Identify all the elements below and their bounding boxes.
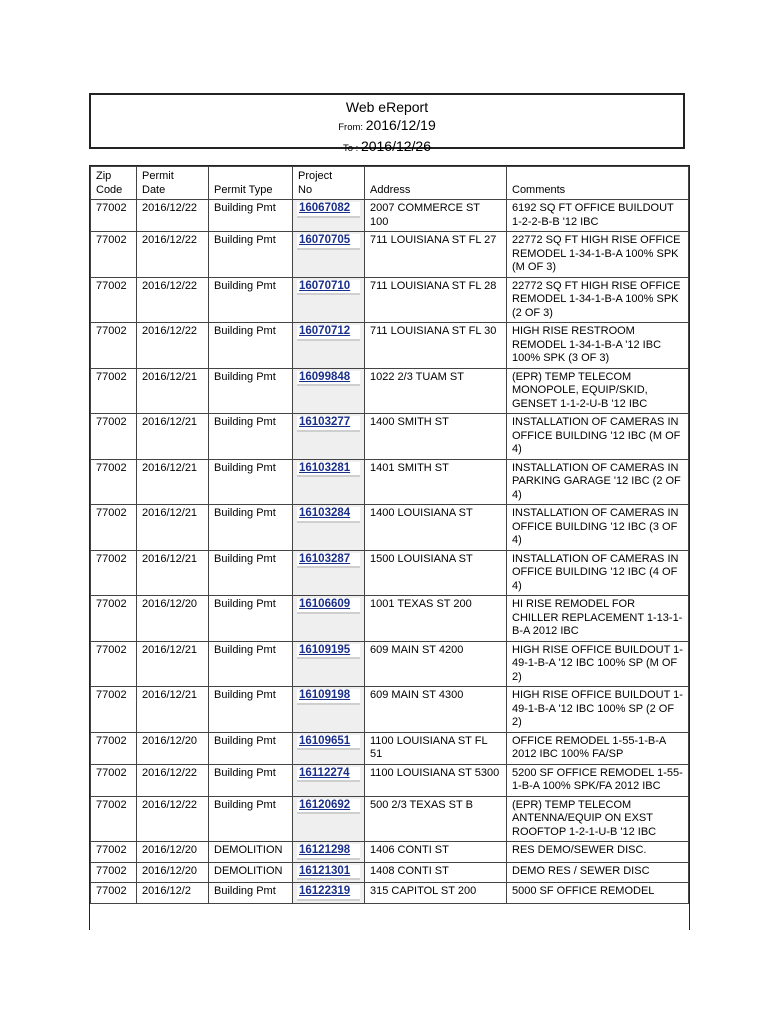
project-no-cell	[293, 796, 365, 842]
permit-type-cell: DEMOLITION	[209, 842, 293, 863]
comments-cell: (EPR) TEMP TELECOM MONOPOLE, EQUIP/SKID, GENSET 1-1-2-U-B '12 IBC	[507, 368, 689, 414]
permit-type-cell: Building Pmt	[209, 550, 293, 596]
project-no-cell	[293, 687, 365, 733]
comments-cell: 5000 SF OFFICE REMODEL	[507, 883, 689, 904]
zip-cell: 77002	[91, 550, 137, 596]
permit-date-cell: 2016/12/22	[137, 764, 209, 796]
zip-cell: 77002	[91, 596, 137, 642]
permit-date-cell: 2016/12/20	[137, 842, 209, 863]
project-no-cell	[293, 842, 365, 863]
zip-cell: 77002	[91, 764, 137, 796]
col-header-address: Address	[365, 167, 507, 200]
to-line	[91, 137, 683, 158]
comments-cell: 22772 SQ FT HIGH RISE OFFICE REMODEL 1-34-1-B-A 100% SPK (M OF 3)	[507, 232, 689, 278]
project-no-link[interactable]: 16109195	[297, 644, 360, 660]
zip-cell: 77002	[91, 232, 137, 278]
permit-type-cell: Building Pmt	[209, 277, 293, 323]
table-row	[91, 596, 689, 642]
zip-cell: 77002	[91, 505, 137, 551]
zip-cell: 77002	[91, 687, 137, 733]
project-no-link[interactable]: 16112274	[297, 767, 360, 783]
table-row	[91, 323, 689, 369]
project-no-cell	[293, 596, 365, 642]
permit-type-cell: Building Pmt	[209, 641, 293, 687]
zip-cell: 77002	[91, 368, 137, 414]
project-no-cell	[293, 323, 365, 369]
project-no-link[interactable]: 16109198	[297, 689, 360, 705]
project-no-cell	[293, 641, 365, 687]
from-label: From:	[338, 122, 364, 133]
zip-cell: 77002	[91, 414, 137, 460]
permit-date-cell: 2016/12/22	[137, 200, 209, 232]
permit-date-cell: 2016/12/21	[137, 687, 209, 733]
permit-table-wrapper	[89, 165, 690, 930]
project-no-cell	[293, 277, 365, 323]
project-no-link[interactable]: 16120692	[297, 799, 360, 815]
col-header-permit-type: Permit Type	[209, 167, 293, 200]
zip-cell: 77002	[91, 842, 137, 863]
project-no-cell	[293, 862, 365, 883]
project-no-cell	[293, 414, 365, 460]
permit-date-cell: 2016/12/21	[137, 414, 209, 460]
from-date: 2016/12/19	[365, 117, 436, 133]
address-cell: 711 LOUISIANA ST FL 30	[365, 323, 507, 369]
comments-cell: INSTALLATION OF CAMERAS IN PARKING GARAGE '12 IBC (2 OF 4)	[507, 459, 689, 505]
table-header-row	[91, 167, 689, 200]
comments-cell: DEMO RES / SEWER DISC	[507, 862, 689, 883]
table-row	[91, 641, 689, 687]
report-title: Web eReport	[345, 99, 429, 115]
permit-type-cell: Building Pmt	[209, 732, 293, 764]
permit-date-cell: 2016/12/21	[137, 641, 209, 687]
table-row	[91, 862, 689, 883]
permit-type-cell: Building Pmt	[209, 368, 293, 414]
zip-cell: 77002	[91, 323, 137, 369]
table-row	[91, 232, 689, 278]
permit-date-cell: 2016/12/20	[137, 732, 209, 764]
address-cell: 1401 SMITH ST	[365, 459, 507, 505]
address-cell: 1400 SMITH ST	[365, 414, 507, 460]
permit-type-cell: Building Pmt	[209, 764, 293, 796]
permit-table	[90, 166, 689, 904]
project-no-cell	[293, 368, 365, 414]
permit-type-cell: Building Pmt	[209, 323, 293, 369]
zip-cell: 77002	[91, 200, 137, 232]
project-no-cell	[293, 764, 365, 796]
permit-type-cell: Building Pmt	[209, 414, 293, 460]
permit-date-cell: 2016/12/21	[137, 505, 209, 551]
zip-cell: 77002	[91, 277, 137, 323]
address-cell: 1408 CONTI ST	[365, 862, 507, 883]
comments-cell: 5200 SF OFFICE REMODEL 1-55-1-B-A 100% SPK/FA 2012 IBC	[507, 764, 689, 796]
address-cell: 1400 LOUISIANA ST	[365, 505, 507, 551]
zip-cell: 77002	[91, 883, 137, 904]
report-header	[89, 93, 685, 154]
permit-type-cell: Building Pmt	[209, 200, 293, 232]
table-row	[91, 368, 689, 414]
address-cell: 2007 COMMERCE ST 100	[365, 200, 507, 232]
project-no-cell	[293, 732, 365, 764]
comments-cell: INSTALLATION OF CAMERAS IN OFFICE BUILDING '12 IBC (3 OF 4)	[507, 505, 689, 551]
from-line	[91, 116, 683, 137]
table-row	[91, 687, 689, 733]
project-no-link[interactable]: 16122319	[297, 885, 360, 901]
permit-type-cell: Building Pmt	[209, 596, 293, 642]
project-no-link[interactable]: 16121301	[297, 865, 360, 881]
to-label: To :	[342, 143, 359, 154]
project-no-link[interactable]: 16103277	[297, 416, 360, 432]
table-row	[91, 842, 689, 863]
table-row	[91, 200, 689, 232]
table-row	[91, 796, 689, 842]
project-no-cell	[293, 505, 365, 551]
project-no-link[interactable]: 16099848	[297, 371, 360, 387]
project-no-cell	[293, 459, 365, 505]
project-no-link[interactable]: 16070710	[297, 280, 360, 296]
comments-cell: INSTALLATION OF CAMERAS IN OFFICE BUILDING '12 IBC (M OF 4)	[507, 414, 689, 460]
address-cell: 1100 LOUISIANA ST 5300	[365, 764, 507, 796]
col-header-zip: Zip Code	[91, 167, 137, 200]
address-cell: 1100 LOUISIANA ST FL 51	[365, 732, 507, 764]
permit-type-cell: Building Pmt	[209, 459, 293, 505]
project-no-link[interactable]: 16103284	[297, 507, 360, 523]
address-cell: 711 LOUISIANA ST FL 27	[365, 232, 507, 278]
table-row	[91, 732, 689, 764]
project-no-cell	[293, 200, 365, 232]
address-cell: 315 CAPITOL ST 200	[365, 883, 507, 904]
table-row	[91, 277, 689, 323]
comments-cell: HIGH RISE RESTROOM REMODEL 1-34-1-B-A '12 IBC 100% SPK (3 OF 3)	[507, 323, 689, 369]
project-no-link[interactable]: 16070712	[297, 325, 360, 341]
table-row	[91, 414, 689, 460]
project-no-cell	[293, 550, 365, 596]
permit-date-cell: 2016/12/2	[137, 883, 209, 904]
zip-cell: 77002	[91, 796, 137, 842]
project-no-link[interactable]: 16106609	[297, 598, 360, 614]
project-no-cell	[293, 232, 365, 278]
comments-cell: 22772 SQ FT HIGH RISE OFFICE REMODEL 1-34-1-B-A 100% SPK (2 OF 3)	[507, 277, 689, 323]
project-no-link[interactable]: 16067082	[297, 202, 360, 218]
address-cell: 609 MAIN ST 4300	[365, 687, 507, 733]
zip-cell: 77002	[91, 732, 137, 764]
comments-cell: INSTALLATION OF CAMERAS IN OFFICE BUILDING '12 IBC (4 OF 4)	[507, 550, 689, 596]
comments-cell: (EPR) TEMP TELECOM ANTENNA/EQUIP ON EXST ROOFTOP 1-2-1-U-B '12 IBC	[507, 796, 689, 842]
project-no-link[interactable]: 16103281	[297, 462, 360, 478]
col-header-permit-date: Permit Date	[137, 167, 209, 200]
permit-type-cell: DEMOLITION	[209, 862, 293, 883]
project-no-link[interactable]: 16121298	[297, 844, 360, 860]
permit-date-cell: 2016/12/21	[137, 368, 209, 414]
zip-cell: 77002	[91, 459, 137, 505]
address-cell: 711 LOUISIANA ST FL 28	[365, 277, 507, 323]
project-no-cell	[293, 883, 365, 904]
comments-cell: RES DEMO/SEWER DISC.	[507, 842, 689, 863]
project-no-link[interactable]: 16070705	[297, 234, 360, 250]
to-date: 2016/12/26	[360, 138, 432, 154]
permit-type-cell: Building Pmt	[209, 687, 293, 733]
comments-cell: OFFICE REMODEL 1-55-1-B-A 2012 IBC 100% FA/SP	[507, 732, 689, 764]
comments-cell: 6192 SQ FT OFFICE BUILDOUT 1-2-2-B-B '12 IBC	[507, 200, 689, 232]
permit-date-cell: 2016/12/22	[137, 277, 209, 323]
project-no-link[interactable]: 16103287	[297, 553, 360, 569]
table-row	[91, 505, 689, 551]
permit-type-cell: Building Pmt	[209, 796, 293, 842]
address-cell: 1022 2/3 TUAM ST	[365, 368, 507, 414]
comments-cell: HI RISE REMODEL FOR CHILLER REPLACEMENT 1-13-1-B-A 2012 IBC	[507, 596, 689, 642]
address-cell: 1500 LOUISIANA ST	[365, 550, 507, 596]
permit-date-cell: 2016/12/21	[137, 550, 209, 596]
table-row	[91, 550, 689, 596]
zip-cell: 77002	[91, 641, 137, 687]
col-header-project-no: Project No	[293, 167, 365, 200]
permit-date-cell: 2016/12/22	[137, 796, 209, 842]
permit-date-cell: 2016/12/22	[137, 323, 209, 369]
permit-type-cell: Building Pmt	[209, 883, 293, 904]
permit-type-cell: Building Pmt	[209, 505, 293, 551]
address-cell: 609 MAIN ST 4200	[365, 641, 507, 687]
address-cell: 1406 CONTI ST	[365, 842, 507, 863]
address-cell: 1001 TEXAS ST 200	[365, 596, 507, 642]
address-cell: 500 2/3 TEXAS ST B	[365, 796, 507, 842]
permit-date-cell: 2016/12/20	[137, 862, 209, 883]
permit-date-cell: 2016/12/22	[137, 232, 209, 278]
col-header-comments: Comments	[507, 167, 689, 200]
comments-cell: HIGH RISE OFFICE BUILDOUT 1-49-1-B-A '12 IBC 100% SP (2 OF 2)	[507, 687, 689, 733]
permit-type-cell: Building Pmt	[209, 232, 293, 278]
permit-date-cell: 2016/12/20	[137, 596, 209, 642]
table-row	[91, 883, 689, 904]
table-row	[91, 459, 689, 505]
zip-cell: 77002	[91, 862, 137, 883]
project-no-link[interactable]: 16109651	[297, 735, 360, 751]
table-row	[91, 764, 689, 796]
permit-date-cell: 2016/12/21	[137, 459, 209, 505]
comments-cell: HIGH RISE OFFICE BUILDOUT 1-49-1-B-A '12 IBC 100% SP (M OF 2)	[507, 641, 689, 687]
